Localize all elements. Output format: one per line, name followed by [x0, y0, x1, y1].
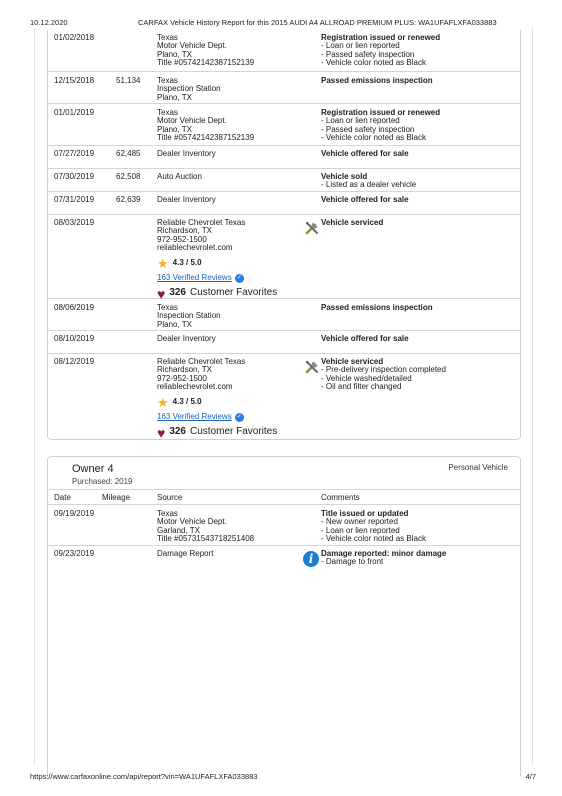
record-mileage: 62,485	[116, 149, 141, 158]
record-comments: Vehicle serviced	[321, 218, 384, 227]
print-footer-url: https://www.carfaxonline.com/api/report?vin=WA1UFAFLXFA033883	[30, 772, 258, 781]
record-comments: Damage reported: minor damage - Damage to front	[321, 549, 447, 567]
record-date: 08/12/2019	[54, 357, 95, 366]
record-source: Auto Auction	[157, 172, 202, 181]
record-comments: Vehicle offered for sale	[321, 149, 409, 158]
heart-icon: ♥	[157, 285, 166, 302]
record-source: Texas Inspection Station Plano, TX	[157, 76, 221, 102]
service-tools-icon	[304, 359, 320, 375]
record-date: 09/19/2019	[54, 509, 95, 518]
history-row	[48, 34, 520, 72]
history-row	[48, 546, 520, 576]
history-row	[48, 72, 520, 104]
record-source: Dealer Inventory	[157, 334, 216, 343]
record-comments: Vehicle serviced - Pre-delivery inspection completed - Vehicle washed/detailed - Oil and filter changed	[321, 357, 446, 392]
record-comments: Vehicle offered for sale	[321, 195, 409, 204]
print-header-title: CARFAX Vehicle History Report for this 2015 AUDI A4 ALLROAD PREMIUM PLUS: WA1UFAFLXFA033883	[138, 18, 497, 27]
favorites-label: Customer Favorites	[190, 426, 278, 438]
record-comments: Vehicle offered for sale	[321, 334, 409, 343]
info-icon: i	[303, 551, 319, 567]
record-date: 08/03/2019	[54, 218, 95, 227]
record-source: Texas Motor Vehicle Dept. Plano, TX Title #05742142387152139	[157, 108, 255, 143]
history-row	[48, 354, 520, 441]
print-footer-page: 4/7	[525, 772, 536, 781]
star-icon: ★	[157, 255, 169, 271]
record-source: Dealer Inventory	[157, 195, 216, 204]
history-row	[48, 104, 520, 146]
record-date: 07/30/2019	[54, 172, 95, 181]
rating-value: 4.3 / 5.0	[172, 397, 202, 407]
owner-vehicle-type: Personal Vehicle	[448, 463, 508, 472]
history-row	[48, 331, 520, 354]
history-row	[48, 299, 520, 331]
record-date: 07/31/2019	[54, 195, 95, 204]
service-tools-icon	[304, 220, 320, 236]
record-date: 01/01/2019	[54, 108, 95, 117]
favorites-label: Customer Favorites	[190, 287, 278, 299]
record-mileage: 51,134	[116, 76, 141, 85]
record-source: Dealer Inventory	[157, 149, 216, 158]
record-date: 08/06/2019	[54, 303, 95, 312]
history-panel	[47, 30, 521, 440]
page-border-right	[532, 28, 533, 764]
history-row	[48, 192, 520, 215]
star-icon: ★	[157, 394, 169, 410]
verified-reviews-link[interactable]: 163 Verified Reviews	[157, 412, 232, 422]
history-row	[48, 505, 520, 546]
record-mileage: 62,508	[116, 172, 141, 181]
rating-value: 4.3 / 5.0	[172, 258, 202, 268]
page-border-left	[34, 28, 35, 764]
record-date: 07/27/2019	[54, 149, 95, 158]
record-comments: Passed emissions inspection	[321, 303, 433, 312]
record-comments: Passed emissions inspection	[321, 76, 433, 85]
record-source: Reliable Chevrolet Texas Richardson, TX 972-952-1500 reliablechevrolet.com ★ 4.3 / 5.0 163 Verified Reviews ✓ ♥ 326 Customer Favorites	[157, 358, 307, 440]
column-header-comments: Comments	[321, 493, 360, 502]
owner-4-panel	[47, 456, 521, 776]
record-date: 08/10/2019	[54, 334, 95, 343]
owner-title: Owner 4	[72, 463, 114, 475]
customer-favorites	[157, 426, 307, 440]
record-source: Texas Inspection Station Plano, TX	[157, 303, 221, 329]
column-headers	[48, 489, 520, 505]
record-source: Damage Report	[157, 549, 214, 558]
record-source: Texas Motor Vehicle Dept. Plano, TX Title #05742142387152139	[157, 33, 255, 68]
print-header-date: 10.12.2020	[30, 18, 68, 27]
record-date: 01/02/2018	[54, 33, 95, 42]
record-comments: Vehicle sold - Listed as a dealer vehicle	[321, 172, 417, 190]
dealer-rating	[157, 255, 307, 271]
favorites-count: 326	[169, 287, 186, 299]
record-date: 09/23/2019	[54, 549, 95, 558]
record-comments: Title issued or updated - New owner reported - Loan or lien reported - Vehicle color noted as Black	[321, 509, 426, 544]
owner-purchased: Purchased: 2019	[72, 477, 133, 486]
history-row	[48, 169, 520, 192]
verified-check-icon: ✓	[236, 275, 242, 282]
column-header-date: Date	[54, 493, 71, 502]
verified-reviews-link[interactable]: 163 Verified Reviews	[157, 273, 232, 283]
history-row	[48, 146, 520, 169]
record-comments: Registration issued or renewed - Loan or lien reported - Passed safety inspection - Vehicle color noted as Black	[321, 33, 441, 68]
record-source: Texas Motor Vehicle Dept. Garland, TX Title #05731543718251408	[157, 509, 255, 544]
dealer-rating	[157, 394, 307, 410]
history-row	[48, 215, 520, 302]
record-date: 12/15/2018	[54, 76, 95, 85]
heart-icon: ♥	[157, 424, 166, 441]
record-mileage: 62,639	[116, 195, 141, 204]
record-source: Reliable Chevrolet Texas Richardson, TX 972-952-1500 reliablechevrolet.com ★ 4.3 / 5.0 163 Verified Reviews ✓ ♥ 326 Customer Favorites	[157, 219, 307, 301]
column-header-source: Source	[157, 493, 183, 502]
column-header-mileage: Mileage	[102, 493, 131, 502]
record-comments: Registration issued or renewed - Loan or lien reported - Passed safety inspection - Vehicle color noted as Black	[321, 108, 441, 143]
verified-check-icon: ✓	[236, 414, 242, 421]
favorites-count: 326	[169, 426, 186, 438]
